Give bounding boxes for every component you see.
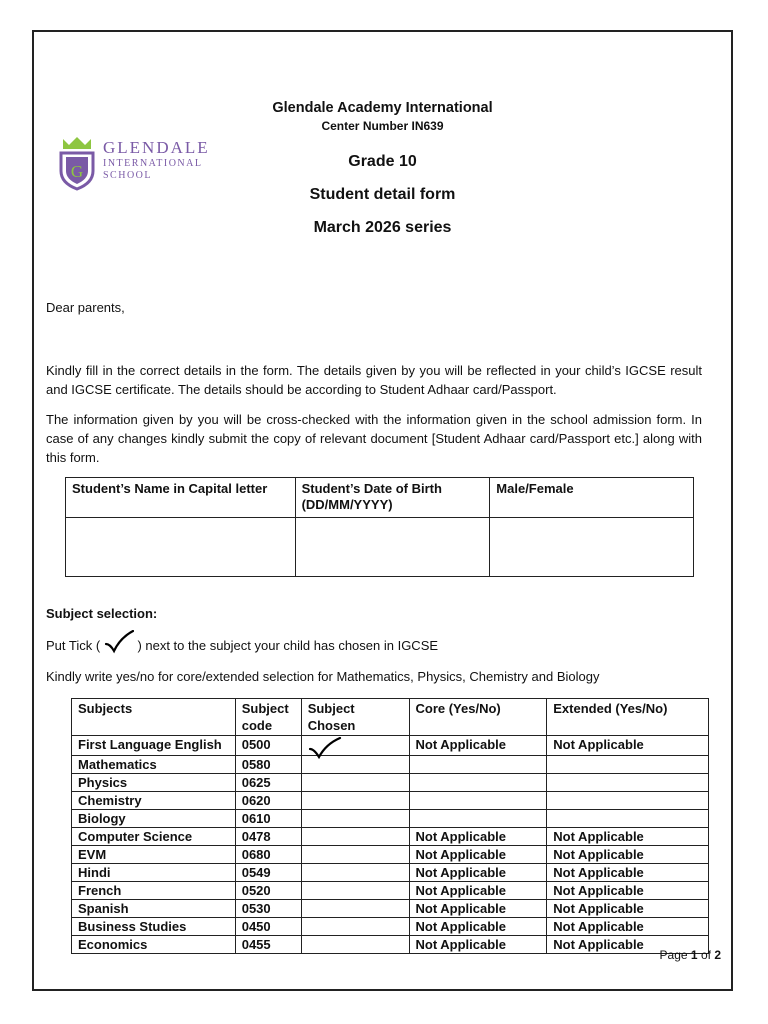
subject-chosen-cell[interactable] bbox=[301, 900, 409, 918]
page-of: of bbox=[700, 948, 711, 962]
subject-name: Mathematics bbox=[72, 756, 236, 774]
subject-code: 0520 bbox=[235, 882, 301, 900]
salutation: Dear parents, bbox=[46, 300, 125, 315]
gender-field[interactable] bbox=[490, 518, 694, 577]
core-cell[interactable]: Not Applicable bbox=[409, 846, 547, 864]
subject-code: 0450 bbox=[235, 918, 301, 936]
subject-chosen-cell[interactable] bbox=[301, 828, 409, 846]
subject-name: Computer Science bbox=[72, 828, 236, 846]
core-cell[interactable] bbox=[409, 774, 547, 792]
center-number: Center Number IN639 bbox=[321, 119, 444, 133]
school-logo bbox=[57, 135, 217, 193]
checkmark-icon bbox=[104, 630, 134, 654]
subject-chosen-cell[interactable] bbox=[301, 846, 409, 864]
subject-code: 0530 bbox=[235, 900, 301, 918]
tick-instruction bbox=[46, 638, 438, 654]
extended-header: Extended (Yes/No) bbox=[547, 699, 709, 736]
subject-name: EVM bbox=[72, 846, 236, 864]
extended-cell[interactable] bbox=[547, 774, 709, 792]
page-current: 1 bbox=[690, 948, 698, 962]
table-row bbox=[72, 936, 709, 954]
table-row bbox=[72, 900, 709, 918]
school-name: Glendale Academy International bbox=[272, 100, 493, 116]
subject-code: 0549 bbox=[235, 864, 301, 882]
table-row bbox=[72, 864, 709, 882]
extended-cell[interactable]: Not Applicable bbox=[547, 918, 709, 936]
checkmark-icon bbox=[308, 737, 342, 759]
dob-header: Student’s Date of Birth (DD/MM/YYYY) bbox=[295, 478, 490, 518]
core-cell[interactable]: Not Applicable bbox=[409, 882, 547, 900]
svg-text:G: G bbox=[70, 162, 84, 181]
table-row bbox=[72, 756, 709, 774]
subject-code: 0620 bbox=[235, 792, 301, 810]
core-cell[interactable] bbox=[409, 756, 547, 774]
table-row bbox=[72, 846, 709, 864]
core-cell[interactable] bbox=[409, 792, 547, 810]
extended-cell[interactable] bbox=[547, 792, 709, 810]
extended-cell[interactable]: Not Applicable bbox=[547, 900, 709, 918]
extended-cell[interactable] bbox=[547, 810, 709, 828]
extended-cell[interactable]: Not Applicable bbox=[547, 828, 709, 846]
core-cell[interactable]: Not Applicable bbox=[409, 936, 547, 954]
subject-name: Biology bbox=[72, 810, 236, 828]
instructions-paragraph-2: The information given by you will be cross-checked with the information given in the school admission form. In case of any changes kindly submit the copy of relevant document [Student Adhaar card/Passport etc.] along with this form. bbox=[46, 412, 702, 465]
subject-code: 0478 bbox=[235, 828, 301, 846]
core-cell[interactable]: Not Applicable bbox=[409, 736, 547, 756]
subjects-table bbox=[71, 698, 709, 954]
subject-code-header: Subject code bbox=[235, 699, 301, 736]
subject-name: Spanish bbox=[72, 900, 236, 918]
series-title: March 2026 series bbox=[313, 219, 452, 236]
page-number bbox=[660, 948, 721, 962]
extended-cell[interactable]: Not Applicable bbox=[547, 846, 709, 864]
subject-chosen-cell[interactable] bbox=[301, 736, 409, 756]
core-extended-instruction: Kindly write yes/no for core/extended selection for Mathematics, Physics, Chemistry and Biology bbox=[46, 669, 600, 684]
subject-name: Physics bbox=[72, 774, 236, 792]
table-row bbox=[72, 792, 709, 810]
page-label: Page bbox=[659, 948, 688, 962]
subject-name: French bbox=[72, 882, 236, 900]
subject-chosen-header: Subject Chosen bbox=[301, 699, 409, 736]
tick-instruction-suffix: ) next to the subject your child has chosen in IGCSE bbox=[137, 638, 439, 653]
subject-name: Economics bbox=[72, 936, 236, 954]
subject-code: 0455 bbox=[235, 936, 301, 954]
crest-icon bbox=[57, 135, 97, 191]
subject-chosen-cell[interactable] bbox=[301, 936, 409, 954]
extended-cell[interactable]: Not Applicable bbox=[547, 936, 709, 954]
table-row bbox=[72, 828, 709, 846]
subject-code: 0680 bbox=[235, 846, 301, 864]
subject-chosen-cell[interactable] bbox=[301, 810, 409, 828]
subject-chosen-cell[interactable] bbox=[301, 792, 409, 810]
form-title: Student detail form bbox=[309, 186, 456, 203]
core-cell[interactable]: Not Applicable bbox=[409, 864, 547, 882]
subject-selection-heading: Subject selection: bbox=[46, 606, 158, 621]
grade-title: Grade 10 bbox=[348, 153, 417, 170]
table-row bbox=[72, 736, 709, 756]
tick-instruction-prefix: Put Tick ( bbox=[46, 638, 101, 653]
extended-cell[interactable]: Not Applicable bbox=[547, 882, 709, 900]
core-header: Core (Yes/No) bbox=[409, 699, 547, 736]
name-header: Student’s Name in Capital letter bbox=[66, 478, 296, 518]
subjects-header: Subjects bbox=[72, 699, 236, 736]
core-cell[interactable]: Not Applicable bbox=[409, 900, 547, 918]
table-row bbox=[72, 918, 709, 936]
gender-header: Male/Female bbox=[490, 478, 694, 518]
table-row bbox=[72, 882, 709, 900]
core-cell[interactable] bbox=[409, 810, 547, 828]
student-details-header-row bbox=[66, 478, 694, 518]
student-details-table bbox=[65, 477, 694, 577]
core-cell[interactable]: Not Applicable bbox=[409, 828, 547, 846]
name-field[interactable] bbox=[66, 518, 296, 577]
instructions-paragraph-1: Kindly fill in the correct details in the form. The details given by you will be reflected in your child’s IGCSE result and IGCSE certificate. The details should be according to Student Adhaar card/Passport. bbox=[46, 363, 702, 397]
subject-name: Hindi bbox=[72, 864, 236, 882]
subjects-header-row bbox=[72, 699, 709, 736]
page-total: 2 bbox=[714, 948, 721, 962]
table-row bbox=[72, 810, 709, 828]
dob-field[interactable] bbox=[295, 518, 490, 577]
subject-chosen-cell[interactable] bbox=[301, 774, 409, 792]
core-cell[interactable]: Not Applicable bbox=[409, 918, 547, 936]
table-row bbox=[72, 774, 709, 792]
subject-code: 0580 bbox=[235, 756, 301, 774]
subject-code: 0610 bbox=[235, 810, 301, 828]
extended-cell[interactable]: Not Applicable bbox=[547, 864, 709, 882]
student-details-entry-row bbox=[66, 518, 694, 577]
subject-chosen-cell[interactable] bbox=[301, 918, 409, 936]
subject-code: 0500 bbox=[235, 736, 301, 756]
subject-chosen-cell[interactable] bbox=[301, 864, 409, 882]
extended-cell[interactable]: Not Applicable bbox=[547, 736, 709, 756]
extended-cell[interactable] bbox=[547, 756, 709, 774]
subject-chosen-cell[interactable] bbox=[301, 882, 409, 900]
subject-code: 0625 bbox=[235, 774, 301, 792]
subject-name: First Language English bbox=[72, 736, 236, 756]
subject-name: Chemistry bbox=[72, 792, 236, 810]
subject-name: Business Studies bbox=[72, 918, 236, 936]
logo-wordmark: GLENDALE INTERNATIONAL SCHOOL bbox=[103, 138, 210, 181]
